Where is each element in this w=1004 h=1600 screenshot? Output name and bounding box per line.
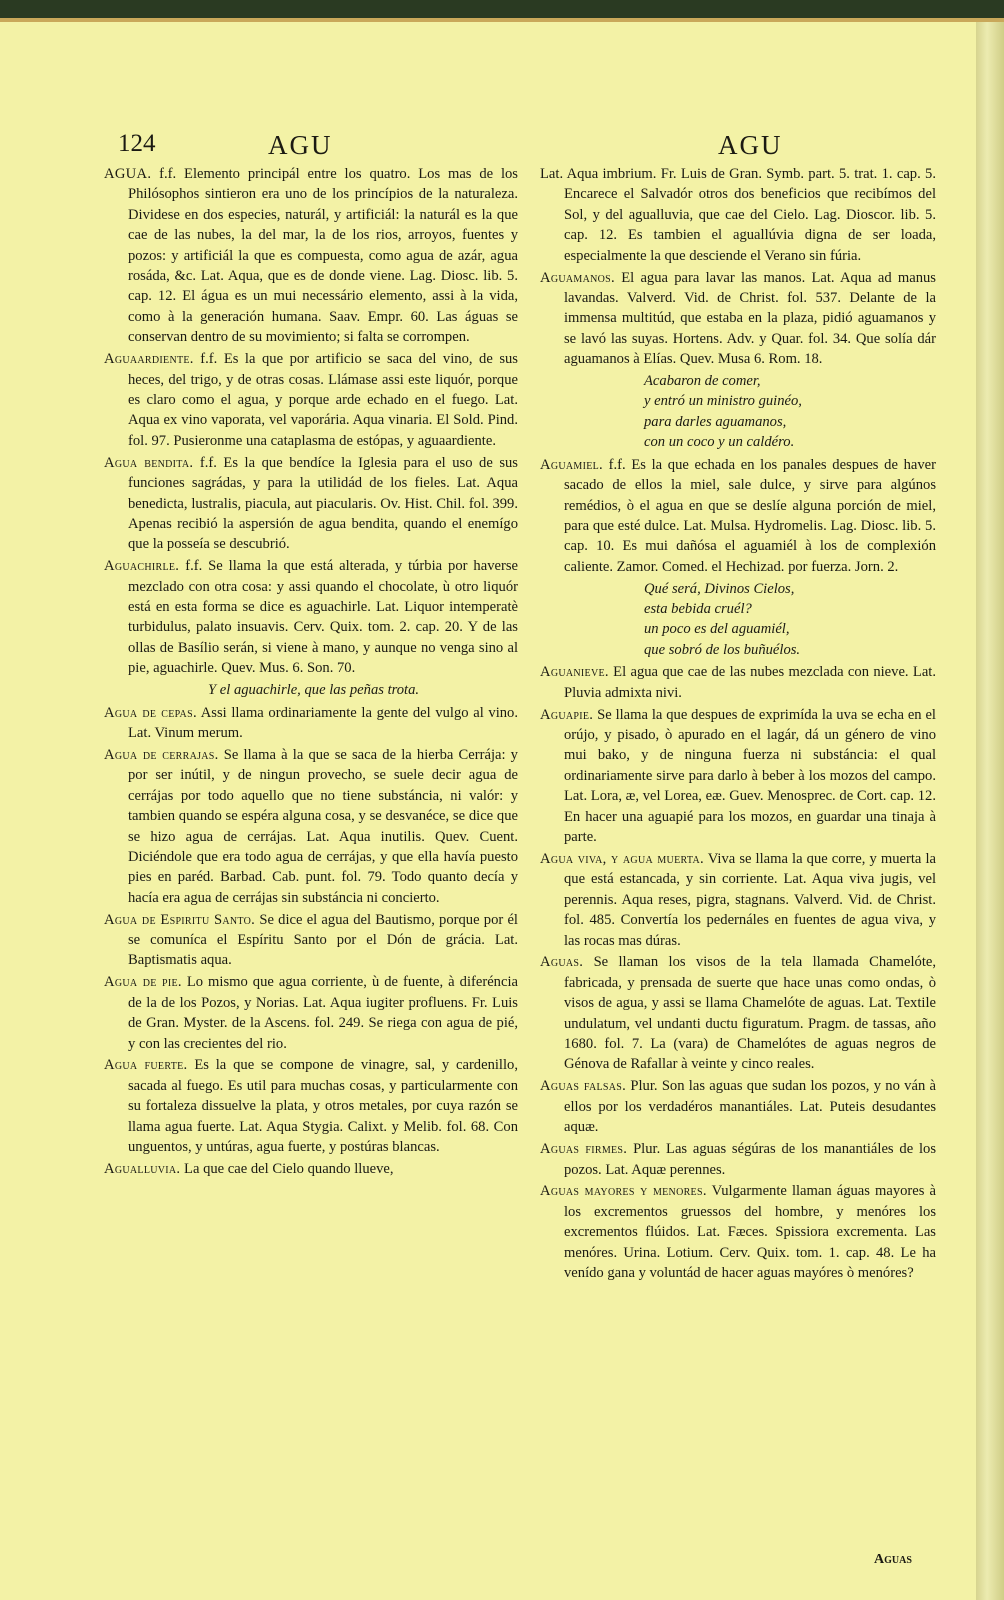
dictionary-entry bbox=[540, 952, 936, 1074]
page-number: 124 bbox=[118, 130, 156, 157]
verse-quote bbox=[540, 579, 936, 661]
verse-line: esta bebida cruél? bbox=[644, 601, 752, 618]
verse-line: con un coco y un caldéro. bbox=[644, 434, 795, 451]
page-gilt-edge bbox=[0, 18, 1004, 22]
dictionary-entry bbox=[104, 703, 518, 744]
entry-headword: Aguapie. bbox=[540, 706, 594, 723]
entry-headword: Agua bendita. bbox=[104, 454, 194, 471]
entry-headword: Aguanieve. bbox=[540, 664, 609, 681]
dictionary-entry bbox=[540, 268, 936, 370]
entry-headword: Aguas. bbox=[540, 954, 584, 971]
dictionary-entry bbox=[540, 1076, 936, 1137]
entry-headword: Agualluvia. bbox=[104, 1161, 181, 1177]
verse-line: que sobró de los buñuélos. bbox=[644, 641, 801, 658]
entry-definition: f.f. Es la que echada en los panales despues de haver sacado de ellos la miel, sale dulce, y sirve para algúnos remédios, ò el agua en que se deslíe alguna porción de miel, para que esté dulce. Lat. Mulsa. Hydromelis. Lag. Diosc. lib. 5. cap. 10. Es mui dañósa el aguamiél à los de complexión caliente. Zamor. Comed. el Hechizad. por fuerza. Jorn. 2. bbox=[564, 456, 936, 575]
dictionary-entry bbox=[540, 1181, 936, 1283]
dictionary-entry bbox=[104, 556, 518, 678]
entry-headword: Aguamanos. bbox=[540, 269, 615, 286]
entry-definition: El agua que cae de las nubes mezclada con nieve. Lat. Pluvia admixta nivi. bbox=[564, 664, 936, 701]
dictionary-entry bbox=[104, 745, 518, 908]
verse-line: Qué será, Divinos Cielos, bbox=[644, 580, 795, 597]
verse-quote bbox=[104, 680, 518, 700]
entry-definition: f.f. Es la que bendíce la Iglesia para el uso de sus funciones sagrádas, y para la utilidád de los fieles. Lat. Aqua benedicta, lustralis, piacula, aut piacularis. Ov. Hist. Chil. fol. 399. Apenas recibió la aspersión de agua bendita, quando el enemígo que la posseía se descubrió. bbox=[128, 454, 518, 553]
dictionary-entry bbox=[540, 849, 936, 951]
verse-line: Acabaron de comer, bbox=[644, 373, 761, 390]
right-column bbox=[540, 164, 936, 1285]
entry-definition: Lo mismo que agua corriente, ù de fuente, à diferéncia de la de los Pozos, y Norias. Lat. Aqua iugiter profluens. Fr. Luis de Gran. Myster. de la Ascens. fol. 249. Se riega con agua de pié, y con las crecientes del rio. bbox=[128, 974, 518, 1052]
dictionary-entry bbox=[104, 910, 518, 971]
entry-headword: Agua viva, y agua muerta. bbox=[540, 850, 704, 867]
entry-definition: f.f. Es la que por artificio se saca del vino, de sus heces, del trigo, y de otras cosas. Llámase assi este liquór, porque es claro como el agua, y porque arde echado en el fuego. Lat. Aqua ex vino vaporata, vel vaporária. Aqua vinaria. El Sold. Pind. fol. 97. Pusieronme una cataplasma de estópas, y aguaardiente. bbox=[128, 351, 518, 449]
entry-definition: Vulgarmente llaman águas mayores à los excrementos gruessos del hombre, y menóres los excrementos flúidos. Lat. Fæces. Spissiora excrementa. Las menóres. Urina. Lotium. Cerv. Quix. tom. 1. cap. 48. Le ha venído gana y voluntád de hacer aguas mayóres ò menóres? bbox=[564, 1183, 936, 1282]
entry-definition: Plur. Las aguas ségúras de los manantiáles de los pozos. Lat. Aquæ perennes. bbox=[564, 1141, 937, 1178]
entry-definition: El agua para lavar las manos. Lat. Aqua ad manus lavandas. Valverd. Vid. de Christ. fol. 537. Delante de la immensa multitúd, que estaba en la plaza, pidió aguamanos y se lavó las suyas. Hortens. Adv. y Quar. fol. 34. Que solía dár aguamanos à Elías. Quev. Musa 6. Rom. 18. bbox=[564, 269, 936, 368]
dictionary-entry bbox=[104, 972, 518, 1054]
entry-headword: Agua de pie. bbox=[104, 974, 182, 991]
entry-headword: Agua de cepas. bbox=[104, 704, 197, 721]
book-binding-edge bbox=[0, 0, 1004, 18]
entry-headword: Agua de Espiritu Santo. bbox=[104, 911, 256, 928]
entry-headword: Aguas firmes. bbox=[540, 1141, 628, 1158]
dictionary-entry bbox=[540, 662, 936, 703]
entry-definition: Plur. Son las aguas que sudan los pozos, y no ván à ellos por los verdadéros manantiáles. Lat. Puteis desudantes aquæ. bbox=[564, 1078, 936, 1136]
left-running-head: AGU bbox=[268, 130, 333, 160]
page-header bbox=[0, 130, 1004, 166]
dictionary-entry bbox=[540, 1139, 936, 1180]
entry-definition: Se llama à la que se saca de la hierba Cerrája: y por ser inútil, y de ningun provecho, se suele decir agua de cerrájas por todo aquello que no tiene substáncia, ni valór: y tambien quando se espéra alguna cosa, y se desvanéce, se dice que se hizo agua de cerrájas. Lat. Aqua inutilis. Quev. Cuent. Diciéndole que era todo agua de cerrájas, y que ella havía puesto pies en paréd. Barbad. Cab. punt. fol. 79. Todo quanto decía y hacía era agua de cerrájas sin substáncia ni concierto. bbox=[128, 746, 518, 906]
entry-definition: Se llaman los visos de la tela llamada Chamelóte, fabricada, y prensada de suerte que hace unas como ondas, ò visos de agua, y assi se llama Chamelóte de aguas. Lat. Textile undulatum, vel undanti ductu figuratum. Pragm. de tassas, año 1680. fol. 7. La (vara) de Chamelótes de aguas negros de Génova de Rafallar à veinte y cinco reales. bbox=[564, 954, 936, 1073]
dictionary-entry bbox=[104, 164, 518, 348]
dictionary-entry bbox=[104, 1055, 518, 1157]
entry-definition: Assi llama ordinariamente la gente del vulgo al vino. Lat. Vinum merum. bbox=[128, 704, 518, 741]
right-running-head: AGU bbox=[718, 130, 783, 160]
entry-definition: Se llama la que despues de exprimída la uva se echa en el orújo, y pisado, ò apurado en el lagár, dá un género de vino mui bako, y de ninguna fuerza ni substáncia: el qual ordinariamente sirve para darlo à beber à los mozos del campo. Lat. Lora, æ, vel Lorea, eæ. Guev. Menosprec. de Cort. cap. 12. En hacer una aguapié para los mozos, en guardar una tinaja à parte. bbox=[564, 706, 936, 845]
dictionary-entry bbox=[540, 705, 936, 848]
entry-definition: Se dice el agua del Bautismo, porque por él se comuníca el Espíritu Santo por el Dón de grácia. Lat. Baptismatis aqua. bbox=[128, 911, 518, 969]
entry-definition: f.f. Elemento principál entre los quatro. Los mas de los Philósophos sintieron era uno de los princípios de la naturaleza. Dividese en dos especies, naturál, y artificiál: la naturál es la que cae de las nubes, la del mar, la de los rios, arroyos, fuentes y pozos: y artificiál la que es compuesta, como agua de azár, agua rosáda, &c. Lat. Aqua, que es de donde viene. Lag. Diosc. lib. 5. cap. 12. El água es un mui necessário elemento, assi à la vida, como à la generación humana. Saav. Empr. 60. Las águas se conservan dentro de su movimiento; si falta se corrompen. bbox=[128, 166, 518, 346]
dictionary-entry bbox=[104, 349, 518, 451]
next-page-edge bbox=[976, 22, 1004, 1600]
entry-definition: Viva se llama la que corre, y muerta la que está estancada, y sin corriente. Lat. Aqua viva jugis, vel perennis. Aqua reses, pigra, stagnans. Valverd. Vid. de Christ. fol. 485. Convertía los pedernáles en fuentes de agua viva, y las rocas mas dúras. bbox=[564, 850, 936, 949]
dictionary-entry bbox=[104, 1159, 518, 1179]
entry-headword: Aguas falsas. bbox=[540, 1078, 627, 1095]
catchword: Aguas bbox=[874, 1552, 912, 1567]
entry-headword: Aguachirle. bbox=[104, 558, 180, 575]
entry-definition: Lat. Aqua imbrium. Fr. Luis de Gran. Symb. part. 5. trat. 1. cap. 5. Encarece el Salvadór otros dos beneficios que recibímos del Sol, y del agualluvia, que cae del Cielo. Lag. Dioscor. lib. 5. cap. 12. Es tambien el aguallúvia digna de ser loada, especialmente la que desciende el Verano sin fúria. bbox=[540, 166, 936, 264]
entry-headword: Aguamiel. bbox=[540, 456, 603, 473]
verse-quote bbox=[540, 371, 936, 453]
entry-headword: AGUA. bbox=[104, 166, 152, 182]
verse-line: un poco es del aguamiél, bbox=[644, 621, 790, 638]
entry-definition: La que cae del Cielo quando llueve, bbox=[184, 1161, 394, 1177]
entry-headword: Aguas mayores y menores. bbox=[540, 1183, 707, 1200]
entry-headword: Agua fuerte. bbox=[104, 1057, 188, 1074]
left-column bbox=[104, 164, 518, 1181]
dictionary-entry bbox=[104, 453, 518, 555]
entry-headword: Aguaardiente. bbox=[104, 351, 194, 368]
dictionary-entry bbox=[540, 164, 936, 266]
verse-line: Y el aguachirle, que las peñas trota. bbox=[208, 682, 420, 699]
verse-line: y entró un ministro guinéo, bbox=[644, 393, 802, 410]
entry-definition: Es la que se compone de vinagre, sal, y cardenillo, sacada al fuego. Es util para muchas cosas, y particularmente con su fortaleza dissuelve la plata, y otros metales, por cuya razón se llama agua fuerte. Lat. Aqua Stygia. Calixt. y Melib. fol. 68. Con unguentos, y untúras, agua fuerte, y postúras blancas. bbox=[128, 1057, 518, 1156]
verse-line: para darles aguamanos, bbox=[644, 413, 787, 430]
entry-definition: f.f. Se llama la que está alterada, y túrbia por haverse mezclado con otra cosa: y assi quando el chocolate, ù otro liquór está en esta forma se dice es aguachirle. Lat. Liquor intemperatè turbidulus, palato insuavis. Cerv. Quix. tom. 2. cap. 20. Y de las ollas de Basílio serán, si viene à mano, y aunque no venga sino al pie, aguachirle. Quev. Mus. 6. Son. 70. bbox=[128, 558, 518, 677]
dictionary-entry bbox=[540, 455, 936, 577]
entry-headword: Agua de cerrajas. bbox=[104, 746, 219, 763]
